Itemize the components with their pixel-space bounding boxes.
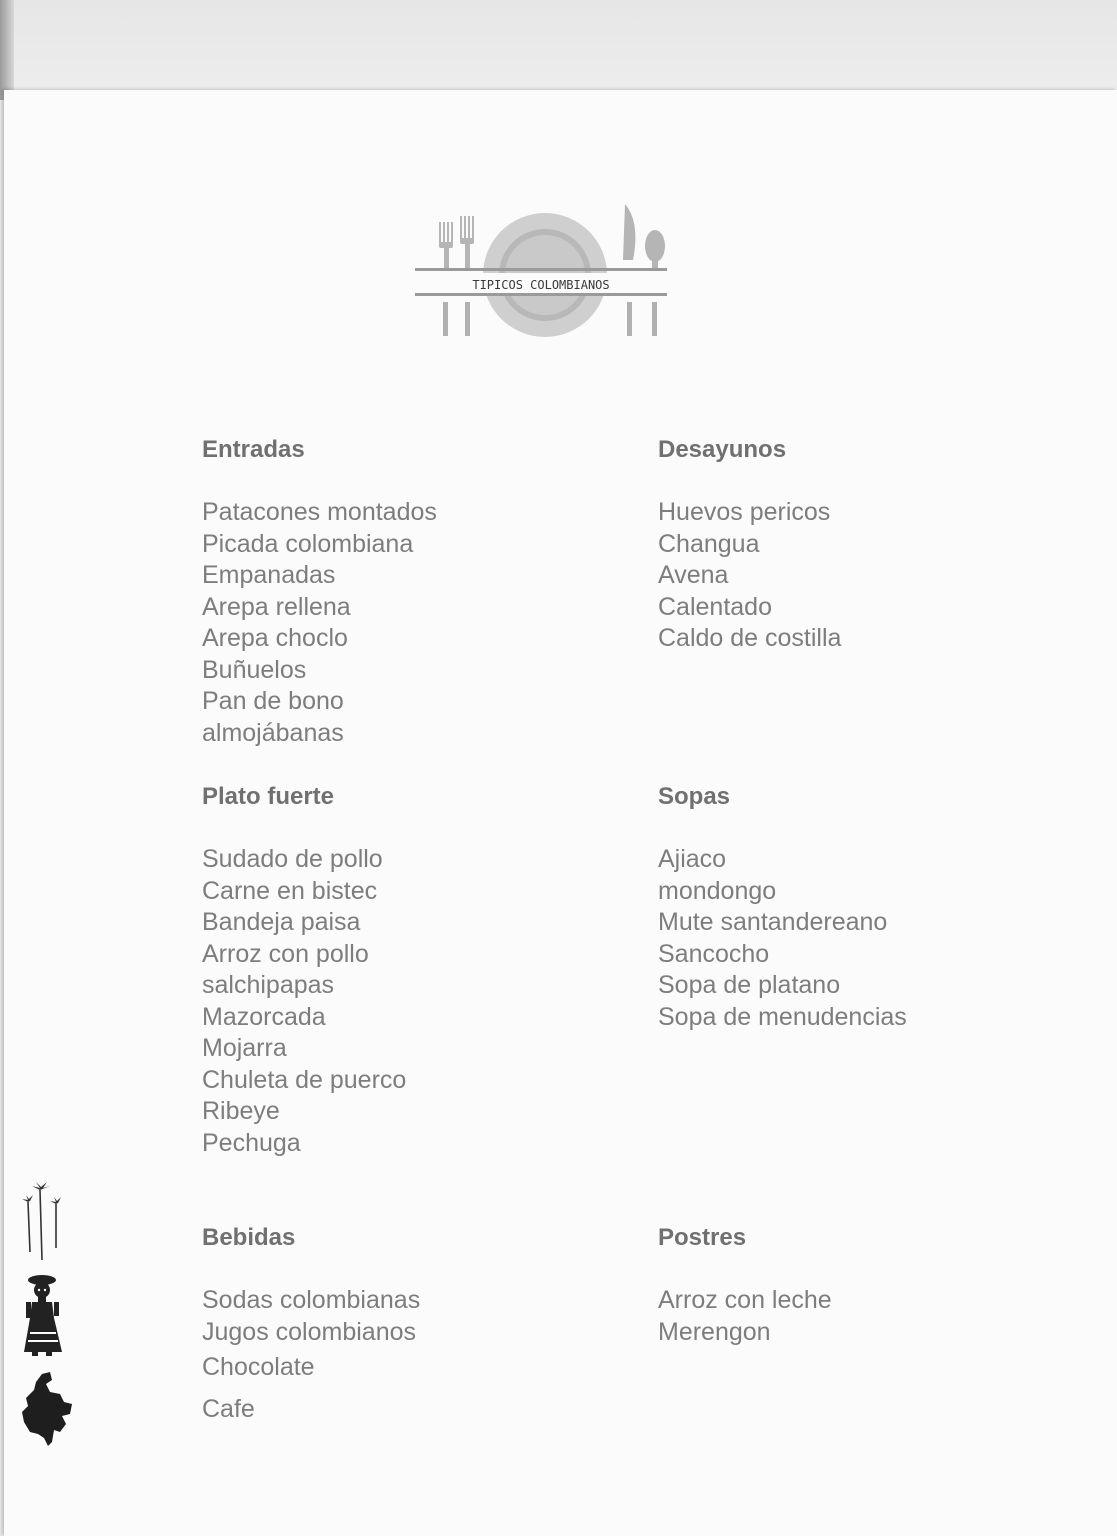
menu-item: Arroz con pollo	[202, 939, 369, 968]
menu-item: Arepa choclo	[202, 624, 348, 652]
menu-item: Arepa rellena	[202, 592, 351, 621]
section-title: Desayunos	[658, 436, 787, 463]
scan-background	[0, 0, 1117, 92]
colombian-woman-icon	[20, 1272, 68, 1360]
palm-trees-icon	[20, 1182, 68, 1262]
menu-item: Mojarra	[202, 1034, 287, 1062]
section-title: Sopas	[658, 783, 731, 810]
menu-item: Buñuelos	[202, 655, 307, 684]
restaurant-logo	[415, 200, 675, 340]
menu-item: Jugos colombianos	[202, 1317, 417, 1346]
section-plato-fuerte	[202, 782, 406, 1159]
section-title: Postres	[658, 1224, 747, 1251]
menu-item: Avena	[658, 561, 729, 589]
menu-item: Ajiaco	[658, 845, 727, 873]
section-title: Entradas	[202, 436, 305, 463]
section-postres	[658, 1223, 832, 1348]
logo-text: TIPICOS COLOMBIANOS	[472, 278, 610, 292]
menu-item: Chocolate	[202, 1353, 315, 1381]
menu-item: Sancocho	[658, 939, 770, 968]
menu-item: Ribeye	[202, 1097, 280, 1125]
menu-item: Pan de bono	[202, 687, 344, 715]
scan-edge	[0, 0, 14, 100]
menu-item: salchipapas	[202, 971, 335, 999]
menu-item: Sudado de pollo	[202, 845, 383, 873]
menu-item: Sopa de platano	[658, 971, 841, 999]
plate-and-cutlery-logo-icon	[415, 200, 675, 340]
section-sopas	[658, 782, 907, 1033]
menu-item: Pechuga	[202, 1128, 301, 1157]
menu-item: almojábanas	[202, 718, 344, 747]
menu-item: Empanadas	[202, 561, 336, 589]
section-bebidas	[202, 1223, 420, 1425]
colombia-map-icon	[20, 1372, 76, 1448]
menu-item: Mazorcada	[202, 1002, 326, 1031]
menu-item: Caldo de costilla	[658, 624, 842, 652]
menu-item: Carne en bistec	[202, 876, 378, 905]
menu-item: Picada colombiana	[202, 529, 414, 558]
menu-item: Patacones montados	[202, 498, 437, 526]
section-title: Plato fuerte	[202, 783, 335, 810]
menu-item: mondongo	[658, 876, 777, 905]
menu-item: Cafe	[202, 1394, 255, 1423]
menu-item: Sodas colombianas	[202, 1286, 421, 1314]
menu-item: Sopa de menudencias	[658, 1002, 907, 1031]
section-title: Bebidas	[202, 1224, 296, 1251]
section-entradas	[202, 435, 437, 749]
menu-item: Changua	[658, 529, 760, 558]
menu-item: Arroz con leche	[658, 1286, 832, 1314]
menu-item: Huevos pericos	[658, 498, 831, 526]
section-desayunos	[658, 435, 841, 655]
menu-item: Bandeja paisa	[202, 908, 361, 936]
menu-item: Calentado	[658, 592, 772, 621]
menu-item: Merengon	[658, 1317, 771, 1346]
menu-item: Mute santandereano	[658, 908, 888, 936]
menu-item: Chuleta de puerco	[202, 1065, 407, 1094]
